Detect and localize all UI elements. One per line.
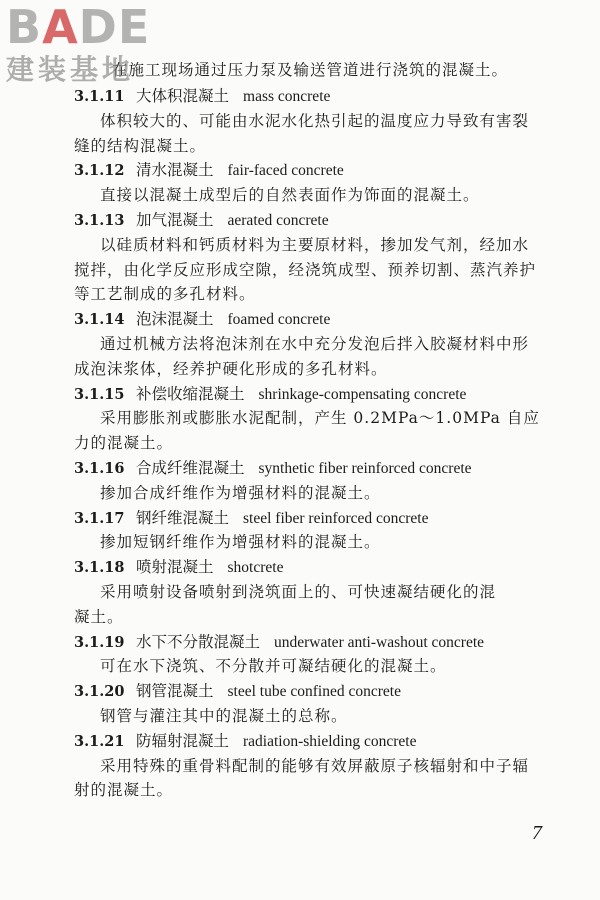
term-english: radiation-shielding concrete (243, 732, 417, 750)
term-heading (74, 160, 344, 181)
term-chinese: 水下不分散混凝土 (136, 632, 261, 651)
term-english: aerated concrete (227, 212, 329, 229)
term-english: mass concrete (243, 88, 331, 105)
term-english: synthetic fiber reinforced concrete (258, 460, 472, 477)
term-heading (74, 309, 330, 330)
definition-line: 通过机械方法将泡沫剂在水中充分发泡后拌入胶凝材料中形 (100, 335, 530, 353)
term-heading (74, 681, 401, 702)
term-number: 3.1.19 (74, 633, 125, 651)
term-number: 3.1.14 (74, 311, 125, 329)
term-heading (74, 384, 466, 405)
definition-line: 成泡沫浆体，经养护硬化形成的多孔材料。 (74, 359, 388, 378)
term-english: steel tube confined concrete (227, 683, 401, 701)
term-chinese: 清水混凝土 (136, 161, 214, 180)
definition-line: 直接以混凝土成型后的自然表面作为饰面的混凝土。 (100, 186, 480, 205)
term-heading (74, 632, 484, 653)
term-heading (74, 210, 329, 231)
term-number: 3.1.11 (74, 88, 125, 105)
watermark-sub-text: 建装基地 (6, 53, 135, 86)
term-number: 3.1.12 (74, 162, 125, 180)
term-english: shotcrete (227, 559, 284, 577)
term-chinese: 喷射混凝土 (136, 558, 214, 577)
intro-line: 在施工现场通过压力泵及输送管道进行浇筑的混凝土。 (112, 61, 509, 79)
term-heading (74, 731, 416, 752)
term-heading (74, 557, 283, 578)
term-number: 3.1.21 (74, 732, 125, 750)
definition-line: 凝土。 (74, 607, 124, 626)
term-number: 3.1.20 (74, 683, 125, 701)
definition-line: 采用喷射设备喷射到浇筑面上的、可快速凝结硬化的混 (100, 583, 497, 601)
term-english: underwater anti-washout concrete (274, 633, 485, 651)
term-number: 3.1.18 (74, 559, 125, 577)
definition-line: 体积较大的、可能由水泥水化热引起的温度应力导致有害裂 (100, 111, 530, 130)
definition-line: 采用特殊的重骨料配制的能够有效屏蔽原子核辐射和中子辐 (100, 756, 530, 775)
term-chinese: 泡沫混凝土 (136, 310, 214, 329)
definition-line: 力的混凝土。 (74, 434, 174, 453)
term-number: 3.1.16 (74, 460, 125, 477)
term-english: steel fiber reinforced concrete (243, 509, 429, 527)
definition-line: 可在水下浇筑、不分散并可凝结硬化的混凝土。 (100, 657, 447, 676)
term-chinese: 加气混凝土 (136, 211, 214, 229)
term-number: 3.1.13 (74, 212, 125, 229)
term-number: 3.1.15 (74, 385, 125, 403)
term-heading (74, 508, 428, 529)
definition-line: 采用膨胀剂或膨胀水泥配制，产生 0.2MPa～1.0MPa 自应 (100, 409, 540, 428)
definition-line: 搅拌，由化学反应形成空隙，经浇筑成型、预养切割、蒸汽养护 (74, 260, 537, 279)
definition-line: 等工艺制成的多孔材料。 (74, 285, 256, 304)
term-english: foamed concrete (227, 311, 331, 329)
definition-line: 以硅质材料和钙质材料为主要原材料，掺加发气剂，经加水 (100, 235, 530, 254)
watermark-logo-text: BADE (6, 0, 151, 54)
term-heading (74, 458, 472, 479)
definition-line: 掺加短钢纤维作为增强材料的混凝土。 (100, 533, 381, 552)
term-chinese: 合成纤维混凝土 (136, 459, 245, 477)
definition-line: 掺加合成纤维作为增强材料的混凝土。 (100, 483, 381, 502)
term-chinese: 防辐射混凝土 (136, 731, 230, 750)
term-number: 3.1.17 (74, 509, 125, 527)
definition-line: 射的混凝土。 (74, 781, 174, 800)
term-chinese: 钢纤维混凝土 (136, 508, 230, 527)
term-chinese: 大体积混凝土 (136, 87, 230, 105)
term-english: fair-faced concrete (227, 162, 344, 180)
term-chinese: 补偿收缩混凝土 (136, 384, 245, 403)
page-number: 7 (532, 822, 542, 844)
term-english: shrinkage-compensating concrete (258, 385, 467, 403)
definition-line: 钢管与灌注其中的混凝土的总称。 (100, 707, 348, 725)
term-chinese: 钢管混凝土 (136, 682, 214, 701)
watermark-logo (6, 0, 181, 92)
definition-line: 缝的结构混凝土。 (74, 136, 207, 155)
